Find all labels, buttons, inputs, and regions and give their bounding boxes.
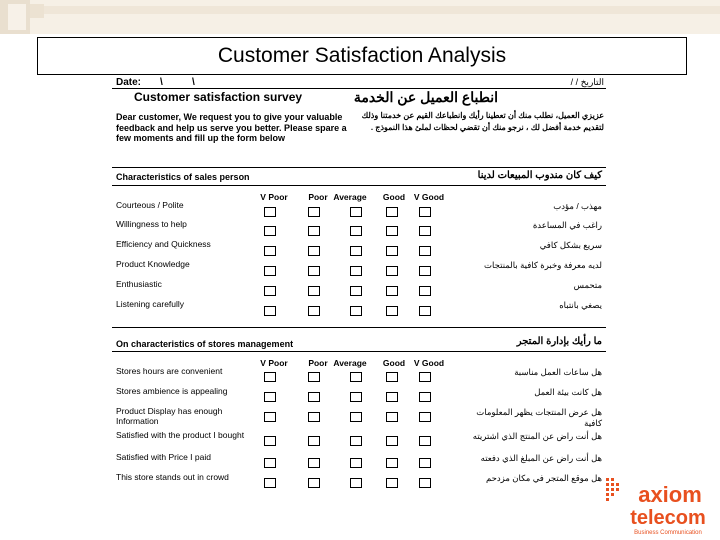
- question-label: Willingness to help: [116, 219, 187, 229]
- rating-column-header: V Good: [413, 358, 445, 368]
- question-label-arabic: هل أنت راض عن المنتج الذي اشتريته: [472, 431, 602, 441]
- question-label: Listening carefully: [116, 299, 185, 309]
- rating-checkbox[interactable]: [264, 306, 276, 316]
- rating-checkbox[interactable]: [350, 207, 362, 217]
- section-title-arabic: ما رأيك بإدارة المتجر: [516, 336, 602, 347]
- question-label-arabic: يصغي بانتباه: [559, 300, 602, 310]
- question-label: This store stands out in crowd: [116, 472, 229, 482]
- question-label-arabic: هل كانت بيئة العمل: [534, 387, 602, 397]
- rating-checkbox[interactable]: [350, 436, 362, 446]
- rating-checkbox[interactable]: [419, 392, 431, 402]
- rating-checkbox[interactable]: [350, 286, 362, 296]
- rating-checkbox[interactable]: [264, 372, 276, 382]
- rating-column-header: Good: [382, 192, 406, 202]
- survey-form: [112, 77, 606, 502]
- rating-checkbox[interactable]: [264, 436, 276, 446]
- rating-checkbox[interactable]: [386, 226, 398, 236]
- question-label: Product Knowledge: [116, 259, 190, 269]
- rating-checkbox[interactable]: [264, 266, 276, 276]
- rating-checkbox[interactable]: [386, 478, 398, 488]
- rating-column-header: V Poor: [260, 358, 288, 368]
- question-label-arabic: هل أنت راض عن المبلغ الذي دفعته: [480, 453, 602, 463]
- rating-checkbox[interactable]: [386, 458, 398, 468]
- rating-checkbox[interactable]: [308, 226, 320, 236]
- rating-checkbox[interactable]: [308, 266, 320, 276]
- rating-checkbox[interactable]: [419, 372, 431, 382]
- rating-column-header: Average: [333, 192, 367, 202]
- rating-checkbox[interactable]: [419, 226, 431, 236]
- logo-text: telecom: [630, 507, 706, 529]
- rating-checkbox[interactable]: [419, 286, 431, 296]
- rating-checkbox[interactable]: [350, 478, 362, 488]
- rating-checkbox[interactable]: [264, 226, 276, 236]
- section-title: On characteristics of stores management: [116, 339, 294, 349]
- question-label-arabic: هل موقع المتجر في مكان مزدحم: [485, 473, 602, 483]
- date-label-arabic: التاريخ / /: [570, 77, 604, 87]
- rating-checkbox[interactable]: [350, 458, 362, 468]
- question-label-arabic: مهذب / مؤدب: [553, 201, 602, 211]
- rating-column-header: Good: [382, 358, 406, 368]
- rating-checkbox[interactable]: [264, 458, 276, 468]
- rating-checkbox[interactable]: [264, 478, 276, 488]
- rating-checkbox[interactable]: [308, 458, 320, 468]
- rating-checkbox[interactable]: [308, 478, 320, 488]
- rating-checkbox[interactable]: [386, 392, 398, 402]
- rating-checkbox[interactable]: [419, 266, 431, 276]
- rating-checkbox[interactable]: [308, 436, 320, 446]
- date-slash: \: [192, 77, 195, 88]
- rating-checkbox[interactable]: [419, 478, 431, 488]
- intro-text-arabic: عزيزي العميل، نطلب منك أن تعطينا رأيك وانطباعك القيم عن خدمتنا وذلك لتقديم خدمة أفضل لك ، نرجو منك أن تقضي لحظات لملئ هذا النموذج .: [361, 111, 604, 133]
- rating-checkbox[interactable]: [419, 436, 431, 446]
- survey-title: Customer satisfaction survey: [134, 90, 303, 104]
- rating-column-header: V Poor: [260, 192, 288, 202]
- rating-checkbox[interactable]: [264, 246, 276, 256]
- divider: [112, 351, 606, 352]
- logo-text: axiom: [638, 482, 702, 507]
- rating-checkbox[interactable]: [350, 266, 362, 276]
- question-label-arabic: هل ساعات العمل مناسبة: [514, 367, 602, 377]
- question-label: Efficiency and Quickness: [116, 239, 211, 249]
- rating-checkbox[interactable]: [386, 306, 398, 316]
- rating-checkbox[interactable]: [386, 207, 398, 217]
- question-label: Satisfied with Price I paid: [116, 452, 211, 462]
- rating-checkbox[interactable]: [386, 246, 398, 256]
- rating-checkbox[interactable]: [350, 372, 362, 382]
- question-label: Enthusiastic: [116, 279, 162, 289]
- rating-checkbox[interactable]: [419, 306, 431, 316]
- question-label: Stores hours are convenient: [116, 366, 223, 376]
- section-title-arabic: كيف كان مندوب المبيعات لدينا: [477, 170, 602, 181]
- rating-checkbox[interactable]: [419, 412, 431, 422]
- rating-checkbox[interactable]: [350, 306, 362, 316]
- decorative-header-band: [0, 0, 720, 34]
- rating-column-header: Average: [333, 358, 367, 368]
- rating-column-header: V Good: [413, 192, 445, 202]
- survey-title-arabic: انطباع العميل عن الخدمة: [353, 89, 498, 105]
- rating-checkbox[interactable]: [419, 458, 431, 468]
- divider: [112, 185, 606, 186]
- question-label-arabic: لديه معرفة وخبرة كافية بالمنتجات: [484, 260, 602, 270]
- rating-checkbox[interactable]: [308, 286, 320, 296]
- rating-checkbox[interactable]: [350, 246, 362, 256]
- rating-checkbox[interactable]: [386, 266, 398, 276]
- rating-checkbox[interactable]: [419, 246, 431, 256]
- rating-checkbox[interactable]: [264, 412, 276, 422]
- rating-column-header: Poor: [308, 192, 328, 202]
- section-title: Characteristics of sales person: [116, 172, 250, 182]
- date-slash: \: [160, 77, 163, 88]
- rating-checkbox[interactable]: [386, 372, 398, 382]
- rating-column-header: Poor: [308, 358, 328, 368]
- rating-checkbox[interactable]: [350, 226, 362, 236]
- question-label-arabic: متحمس: [573, 280, 602, 290]
- intro-text: Dear customer, We request you to give your valuable feedback and help us serve you better. Please spare a few moments and fill up the form below: [116, 112, 347, 144]
- question-label: Satisfied with the product I bought: [116, 430, 245, 440]
- rating-checkbox[interactable]: [308, 372, 320, 382]
- question-label-arabic: هل عرض المنتجات يظهر المعلومات كافية: [476, 407, 602, 428]
- rating-checkbox[interactable]: [386, 436, 398, 446]
- slide-title: Customer Satisfaction Analysis: [37, 37, 687, 75]
- divider: [112, 327, 606, 328]
- question-label: Product Display has enough Information: [116, 406, 223, 426]
- rating-checkbox[interactable]: [350, 412, 362, 422]
- rating-checkbox[interactable]: [308, 207, 320, 217]
- date-label: Date:: [116, 77, 142, 88]
- rating-checkbox[interactable]: [386, 286, 398, 296]
- logo-tagline: Business Communication: [634, 530, 702, 536]
- rating-checkbox[interactable]: [419, 207, 431, 217]
- rating-checkbox[interactable]: [308, 246, 320, 256]
- rating-checkbox[interactable]: [350, 392, 362, 402]
- question-label: Courteous / Polite: [116, 200, 184, 210]
- rating-checkbox[interactable]: [264, 207, 276, 217]
- divider: [112, 167, 606, 168]
- question-label-arabic: راغب في المساعدة: [532, 220, 602, 230]
- rating-checkbox[interactable]: [386, 412, 398, 422]
- rating-checkbox[interactable]: [308, 306, 320, 316]
- rating-checkbox[interactable]: [308, 412, 320, 422]
- rating-checkbox[interactable]: [264, 286, 276, 296]
- axiom-telecom-logo: [604, 474, 720, 540]
- question-label-arabic: سريع بشكل كافي: [539, 240, 602, 250]
- rating-checkbox[interactable]: [264, 392, 276, 402]
- rating-checkbox[interactable]: [308, 392, 320, 402]
- question-label: Stores ambience is appealing: [116, 386, 228, 396]
